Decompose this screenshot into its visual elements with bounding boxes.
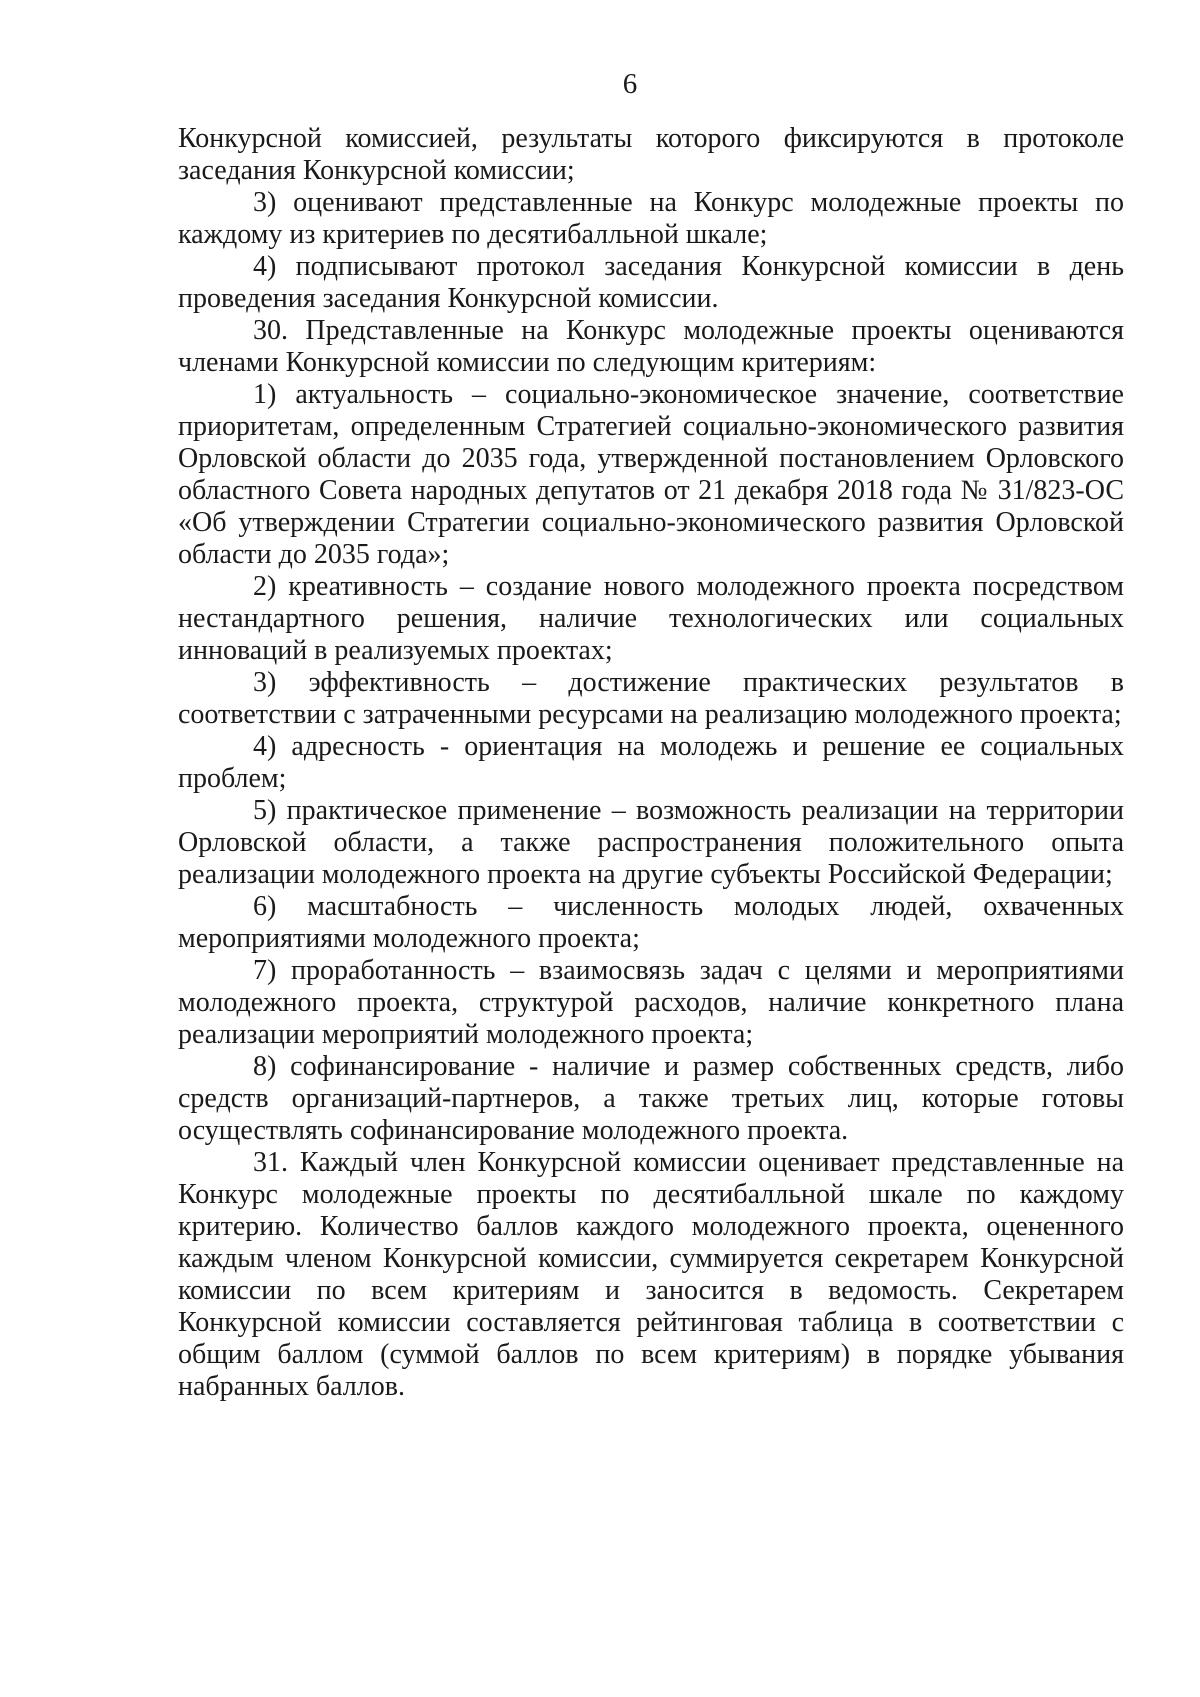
paragraph-criterion-7-elaboration: 7) проработанность – взаимосвязь задач с целями и мероприятиями молодежного проекта, структурой расходов, наличие конкретного плана реализации мероприятий молодежного проекта; [178, 955, 1124, 1050]
paragraph-item-4-sign-protocol: 4) подписывают протокол заседания Конкурсной комиссии в день проведения заседания Конкурсной комиссии. [178, 251, 1124, 314]
paragraph-clause-30: 30. Представленные на Конкурс молодежные проекты оцениваются членами Конкурсной комиссии по следующим критериям: [178, 315, 1124, 378]
document-body [178, 123, 1124, 1403]
paragraph-criterion-1-relevance: 1) актуальность – социально-экономическое значение, соответствие приоритетам, определенным Стратегией социально-экономического развития Орловской области до 2035 года, утвержденной постановлением Орловского областного Совета народных депутатов от 21 декабря 2018 года № 31/823-ОС «Об утверждении Стратегии социально-экономического развития Орловской области до 2035 года»; [178, 379, 1124, 570]
page-number: 6 [622, 68, 638, 100]
paragraph-criterion-2-creativity: 2) креативность – создание нового молодежного проекта посредством нестандартного решения, наличие технологических или социальных инноваций в реализуемых проектах; [178, 571, 1124, 666]
paragraph-continuation: Конкурсной комиссией, результаты которого фиксируются в протоколе заседания Конкурсной комиссии; [178, 123, 1124, 186]
paragraph-criterion-8-cofinancing: 8) софинансирование - наличие и размер собственных средств, либо средств организаций-партнеров, а также третьих лиц, которые готовы осуществлять софинансирование молодежного проекта. [178, 1051, 1124, 1146]
paragraph-criterion-3-efficiency: 3) эффективность – достижение практических результатов в соответствии с затраченными ресурсами на реализацию молодежного проекта; [178, 667, 1124, 730]
paragraph-criterion-4-targeting: 4) адресность - ориентация на молодежь и решение ее социальных проблем; [178, 731, 1124, 794]
paragraph-item-3-evaluate: 3) оценивают представленные на Конкурс молодежные проекты по каждому из критериев по десятибалльной шкале; [178, 187, 1124, 250]
paragraph-criterion-6-scale: 6) масштабность – численность молодых людей, охваченных мероприятиями молодежного проекта; [178, 891, 1124, 954]
paragraph-clause-31: 31. Каждый член Конкурсной комиссии оценивает представленные на Конкурс молодежные проекты по десятибалльной шкале по каждому критерию. Количество баллов каждого молодежного проекта, оцененного каждым членом Конкурсной комиссии, суммируется секретарем Конкурсной комиссии по всем критериям и заносится в ведомость. Секретарем Конкурсной комиссии составляется рейтинговая таблица в соответствии с общим баллом (суммой баллов по всем критериям) в порядке убывания набранных баллов. [178, 1147, 1124, 1402]
paragraph-criterion-5-practical-use: 5) практическое применение – возможность реализации на территории Орловской области, а также распространения положительного опыта реализации молодежного проекта на другие субъекты Российской Федерации; [178, 795, 1124, 890]
